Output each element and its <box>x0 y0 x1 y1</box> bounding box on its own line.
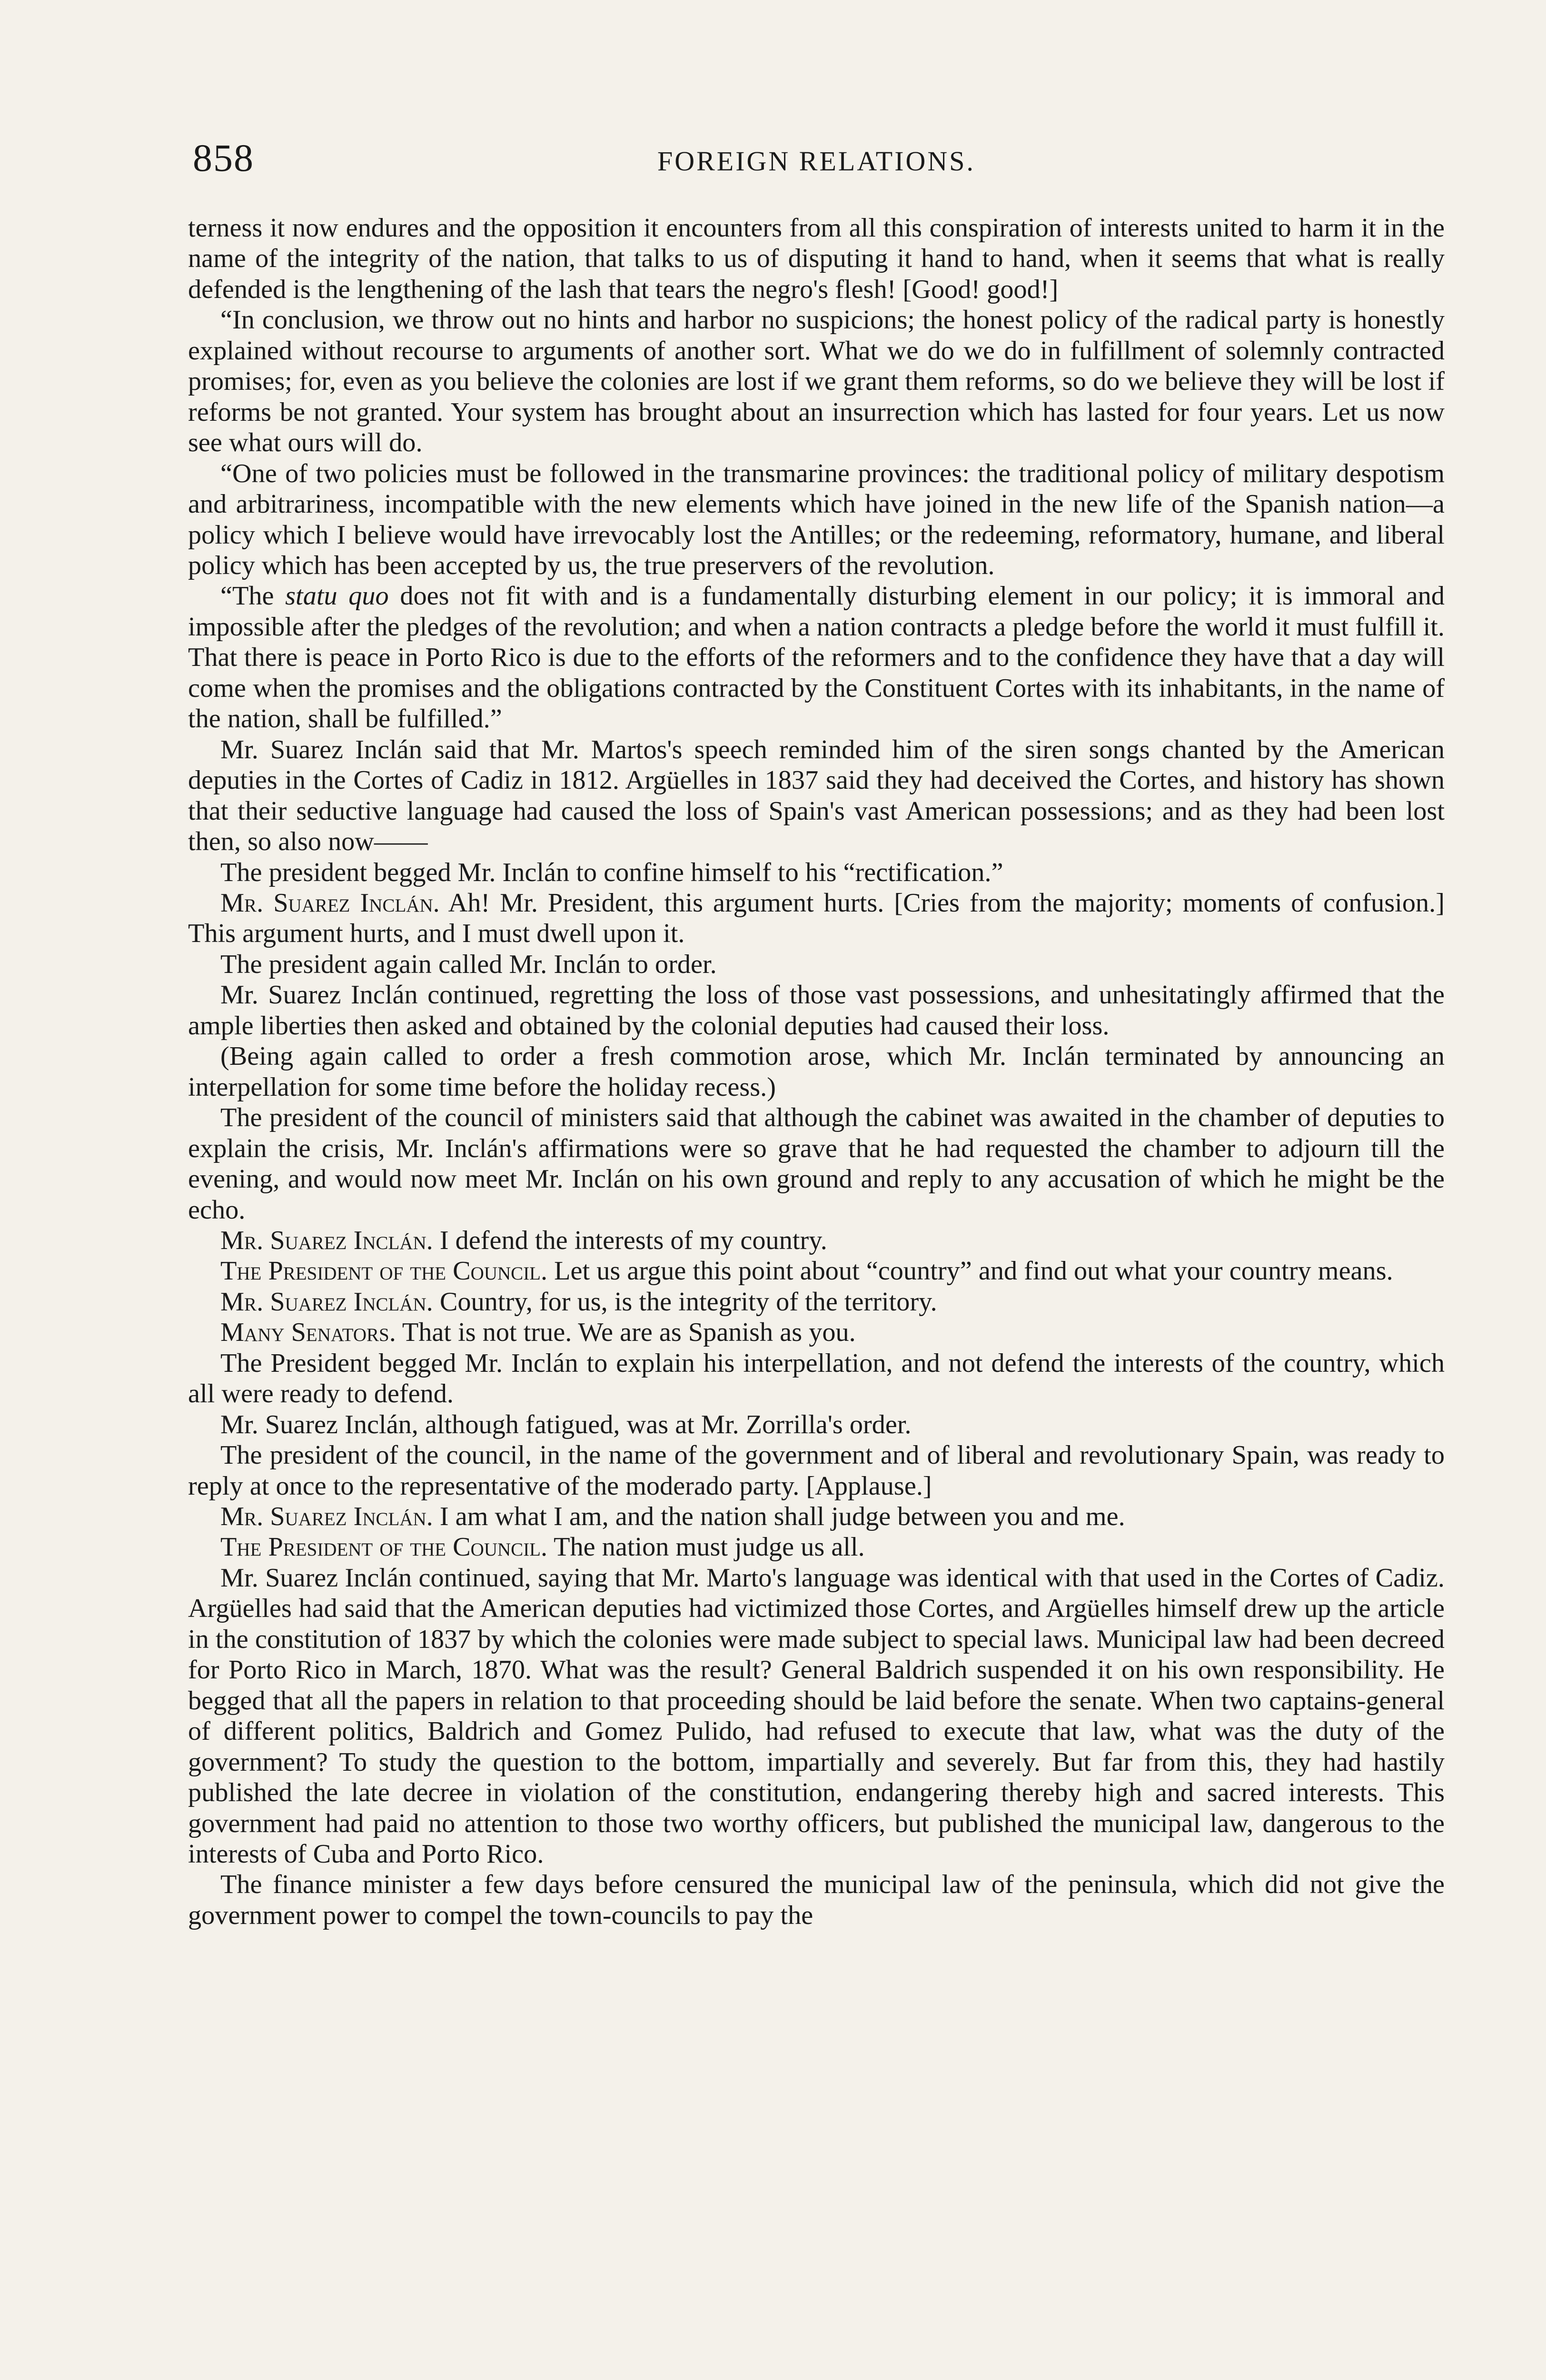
paragraph <box>188 1409 1445 1440</box>
paragraph-text: statu quo <box>285 581 389 611</box>
paragraph <box>188 1563 1445 1870</box>
paragraph-text: The President begged Mr. Inclán to explain his interpellation, and not defend the interests of the country, which all were ready to defend. <box>188 1348 1445 1409</box>
paragraph <box>188 1532 1445 1562</box>
paragraph-text: The president of the council of ministers said that although the cabinet was awaited in the chamber of deputies to explain the crisis, Mr. Inclán's affirmations were so grave that he had requested the chamber to adjourn till the evening, and would now meet Mr. Inclán on his own ground and reply to any accusation of which he might be the echo. <box>188 1103 1445 1225</box>
paragraph-text: The president begged Mr. Inclán to confine himself to his “rectification.” <box>220 857 1003 887</box>
paragraph-text: I defend the interests of my country. <box>433 1225 827 1255</box>
paragraph <box>188 857 1445 888</box>
paragraph-text: Mr. Suarez Inclán continued, regretting the loss of those vast possessions, and unhesitatingly affirmed that the ample liberties then asked and obtained by the colonial deputies had caused their loss. <box>188 980 1445 1041</box>
body-text <box>188 213 1445 1931</box>
paragraph <box>188 213 1445 305</box>
paragraph <box>188 949 1445 980</box>
paragraph <box>188 1102 1445 1225</box>
paragraph-text: Mr. Suarez Inclán. <box>220 1502 433 1532</box>
paragraph-text: Mr. Suarez Inclán. <box>220 888 440 918</box>
paragraph <box>188 888 1445 949</box>
paragraph-text: terness it now endures and the opposition it encounters from all this conspiration of interests united to harm it in the name of the integrity of the nation, that talks to us of disputing it hand to hand, when it seems that what is really defended is the lengthening of the lash that tears the negro's flesh! [Good! good!] <box>188 213 1445 304</box>
paragraph <box>188 458 1445 581</box>
paragraph <box>188 1317 1445 1348</box>
paragraph-text: Mr. Suarez Inclán continued, saying that Mr. Marto's language was identical with that used in the Cortes of Cadiz. Argüelles had said that the American deputies had victimized those Cortes, and Argüelles himself drew up the article in the constitution of 1837 by which the colonies were made subject to special laws. Municipal law had been decreed for Porto Rico in March, 1870. What was the result? General Baldrich suspended it on his own responsibility. He begged that all the papers in relation to that proceeding should be laid before the senate. When two captains-general of different politics, Baldrich and Gomez Pulido, had refused to execute that law, what was the duty of the government? To study the question to the bottom, impartially and severely. But far from this, they had hastily published the late decree in violation of the constitution, endangering thereby high and sacred interests. This government had paid no attention to those two worthy officers, but published the municipal law, dangerous to the interests of Cuba and Porto Rico. <box>188 1563 1445 1869</box>
paragraph-text: Ah! Mr. President, this argument hurts. [Cries from the majority; moments of confusion.] This argument hurts, and I must dwell upon it. <box>188 888 1445 949</box>
paragraph-text: Country, for us, is the integrity of the territory. <box>433 1287 937 1317</box>
paragraph-text: “One of two policies must be followed in the transmarine provinces: the traditional policy of military despotism and arbitrariness, incompatible with the new elements which have joined in the new life of the Spanish nation—a policy which I believe would have irrevocably lost the Antilles; or the redeeming, reformatory, humane, and liberal policy which has been accepted by us, the true preservers of the revolution. <box>188 458 1445 580</box>
paragraph <box>188 1287 1445 1317</box>
paragraph <box>188 1256 1445 1286</box>
paragraph-text: Mr. Suarez Inclán, although fatigued, was at Mr. Zorrilla's order. <box>220 1409 912 1439</box>
paragraph <box>188 1225 1445 1256</box>
paragraph <box>188 980 1445 1041</box>
paragraph-text: Mr. Suarez Inclán. <box>220 1225 433 1255</box>
paragraph <box>188 1041 1445 1102</box>
paragraph-text: I am what I am, and the nation shall judge between you and me. <box>433 1502 1125 1532</box>
running-title: FOREIGN RELATIONS. <box>657 146 976 177</box>
paragraph-text: “In conclusion, we throw out no hints and harbor no suspicions; the honest policy of the radical party is honestly explained without recourse to arguments of another sort. What we do we do in fulfillment of solemnly contracted promises; for, even as you believe the colonies are lost if we grant them reforms, so do we believe they will be lost if reforms be not granted. Your system has brought about an insurrection which has lasted for four years. Let us now see what ours will do. <box>188 305 1445 458</box>
paragraph-text: Mr. Suarez Inclán. <box>220 1287 433 1317</box>
paragraph <box>188 305 1445 458</box>
paragraph <box>188 734 1445 857</box>
paragraph <box>188 1440 1445 1501</box>
paragraph-text: “The <box>220 581 286 611</box>
paragraph-text: (Being again called to order a fresh commotion arose, which Mr. Inclán terminated by announcing an interpellation for some time before the holiday recess.) <box>188 1041 1445 1102</box>
paragraph-text: The president again called Mr. Inclán to order. <box>220 949 717 979</box>
page <box>188 136 1445 1931</box>
paragraph-text: The President of the Council. <box>220 1256 548 1286</box>
paragraph-text: The nation must judge us all. <box>547 1532 865 1562</box>
paragraph-text: Let us argue this point about “country” and find out what your country means. <box>547 1256 1393 1286</box>
paragraph <box>188 1501 1445 1532</box>
paragraph-text: That is not true. We are as Spanish as you. <box>396 1318 856 1348</box>
page-header <box>188 136 1445 202</box>
paragraph <box>188 581 1445 734</box>
paragraph <box>188 1869 1445 1931</box>
paragraph-text: The President of the Council. <box>220 1532 548 1562</box>
page-number: 858 <box>193 136 254 179</box>
paragraph-text: The president of the council, in the name of the government and of liberal and revolutionary Spain, was ready to reply at once to the representative of the moderado party. [Applause.] <box>188 1440 1445 1501</box>
paragraph-text: The finance minister a few days before censured the municipal law of the peninsula, which did not give the government power to compel the town-councils to pay the <box>188 1870 1445 1930</box>
paragraph-text: Mr. Suarez Inclán said that Mr. Martos's speech reminded him of the siren songs chanted by the American deputies in the Cortes of Cadiz in 1812. Argüelles in 1837 said they had deceived the Cortes, and history has shown that their seductive language had caused the loss of Spain's vast American possessions; and as they had been lost then, so also now—— <box>188 734 1445 857</box>
paragraph <box>188 1348 1445 1409</box>
paragraph-text: does not fit with and is a fundamentally disturbing element in our policy; it is immoral and impossible after the pledges of the revolution; and when a nation contracts a pledge before the world it must fulfill it. That there is peace in Porto Rico is due to the efforts of the reformers and to the confidence they have that a day will come when the promises and the obligations contracted by the Constituent Cortes with its inhabitants, in the name of the nation, shall be fulfilled.” <box>188 581 1445 734</box>
paragraph-text: Many Senators. <box>220 1318 396 1348</box>
